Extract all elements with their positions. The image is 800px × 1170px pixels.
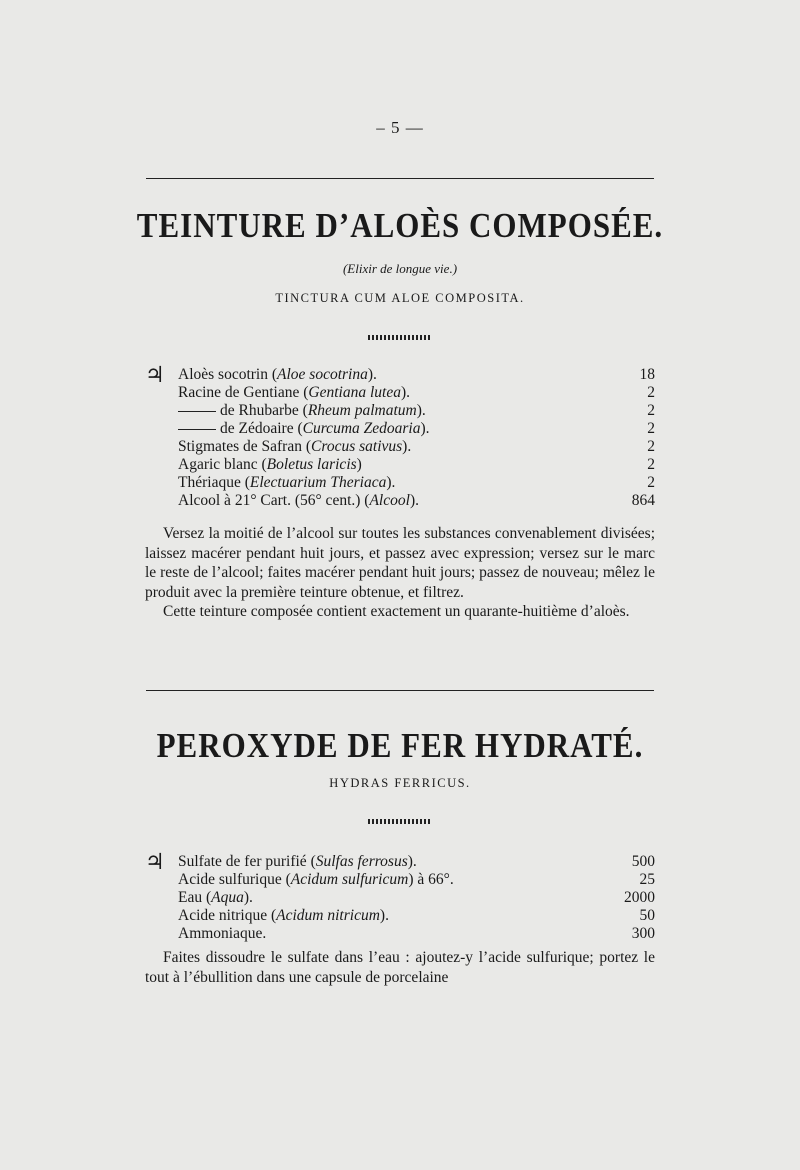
ingredient-row: Alcool à 21° Cart. (56° cent.) (Alcool). 864 bbox=[178, 492, 655, 509]
paragraph: Cette teinture composée contient exactement un quarante-huitième d’aloès. bbox=[163, 603, 630, 620]
ingredient-row: Ammoniaque. 300 bbox=[178, 925, 655, 942]
section-rule bbox=[146, 690, 654, 691]
ingredient-row: Stigmates de Safran (Crocus sativus). 2 bbox=[178, 438, 655, 455]
ingredient-row: Thériaque (Electuarium Theriaca). 2 bbox=[178, 474, 655, 491]
ingredient-row: Racine de Gentiane (Gentiana lutea). 2 bbox=[178, 384, 655, 401]
top-rule bbox=[146, 178, 654, 179]
ditto-dash bbox=[178, 429, 216, 430]
ingredient-row: Aloès socotrin (Aloe socotrina). 18 bbox=[178, 366, 655, 383]
ornament-divider bbox=[368, 819, 432, 824]
recipe-symbol: ♃ bbox=[145, 849, 165, 874]
ornament-divider bbox=[368, 335, 432, 340]
ingredient-row: Agaric blanc (Boletus laricis) 2 bbox=[178, 456, 655, 473]
section1-subtitle: (Elixir de longue vie.) bbox=[342, 261, 458, 276]
section1-ingredient-list bbox=[145, 362, 655, 510]
section1-instructions bbox=[145, 524, 655, 622]
ingredient-row: de Zédoaire (Curcuma Zedoaria). 2 bbox=[145, 420, 655, 438]
page-number: – 5 — bbox=[376, 118, 424, 137]
section2-title: PEROXYDE DE FER HYDRATÉ. bbox=[156, 725, 644, 766]
ingredient-row: de Rhubarbe (Rheum palmatum). 2 bbox=[145, 402, 655, 420]
section1-title: TEINTURE D’ALOÈS COMPOSÉE. bbox=[136, 205, 664, 246]
ingredient-row: Acide nitrique (Acidum nitricum). 50 bbox=[178, 907, 655, 924]
ingredient-row: Eau (Aqua). 2000 bbox=[178, 889, 655, 906]
recipe-symbol: ♃ bbox=[145, 362, 165, 387]
section2-ingredient-list bbox=[145, 849, 655, 943]
ditto-dash bbox=[178, 411, 216, 412]
ingredient-row: Sulfate de fer purifié (Sulfas ferrosus). 500 bbox=[178, 853, 655, 870]
paragraph: Versez la moitié de l’alcool sur toutes les substances convenablement divisées; laissez macérer pendant huit jours, et passez avec expression; versez sur le marc le reste de l’alcool; faites macérer pendant huit jours; passez de nouveau; mêlez le produit avec la première teinture obtenue, et filtrez. bbox=[145, 525, 655, 601]
section2-instructions bbox=[145, 948, 655, 987]
section2-latin-title: HYDRAS FERRICUS. bbox=[329, 776, 471, 790]
ingredient-row: Acide sulfurique (Acidum sulfuricum) à 66°. 25 bbox=[178, 871, 655, 888]
section1-latin-title: TINCTURA CUM ALOE COMPOSITA. bbox=[275, 291, 525, 305]
paragraph: Faites dissoudre le sulfate dans l’eau : ajoutez-y l’acide sulfurique; portez le tout à l’ébullition dans une capsule de porcelaine bbox=[145, 949, 655, 986]
